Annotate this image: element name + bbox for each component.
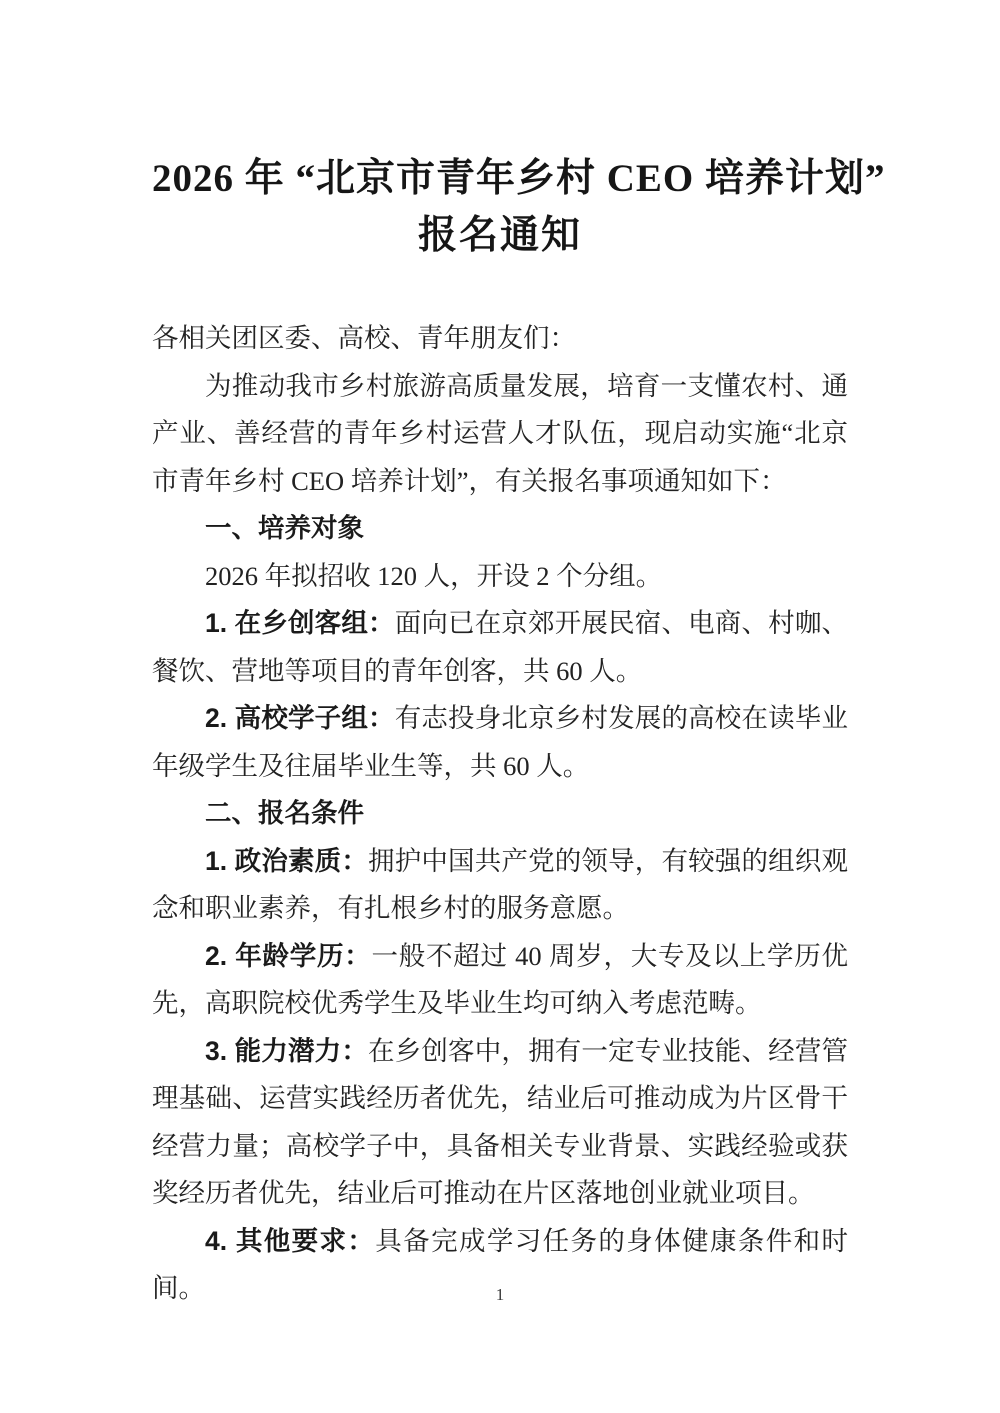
group-2-text: 有志投身北京乡村发展的高校在读毕业年级学生及往届毕业生等，共 60 人。 (152, 703, 849, 781)
enrollment-paragraph: 2026 年拟招收 120 人，开设 2 个分组。 (205, 560, 663, 591)
page-number: 1 (495, 1285, 505, 1304)
document-content (152, 150, 886, 1313)
group-1-text: 面向已在京郊开展民宿、电商、村咖、餐饮、营地等项目的青年创客，共 60 人。 (152, 608, 849, 686)
condition-3-text: 在乡创客中，拥有一定专业技能、经营管理基础、运营实践经历者优先，结业后可推动成为片区骨干经营力量；高校学子中，具备相关专业背景、实践经验或获奖经历者优先，结业后可推动在片区落地创业就业项目。 (152, 1035, 848, 1208)
condition-1-label: 1. 政治素质： (205, 845, 369, 876)
document-title (152, 150, 886, 264)
condition-4-text: 具备完成学习任务的身体健康条件和时间。 (152, 1225, 849, 1303)
salutation: 各相关团区委、高校、青年朋友们： (152, 323, 576, 353)
condition-1-paragraph (152, 838, 848, 933)
section-heading-2: 二、报名条件 (205, 798, 364, 828)
title-line-1: 2026 年 “北京市青年乡村 CEO 培养计划” (152, 157, 886, 200)
intro-paragraph: 为推动我市乡村旅游高质量发展，培育一支懂农村、通产业、善经营的青年乡村运营人才队伍，现启动实施“北京市青年乡村 CEO 培养计划”，有关报名事项通知如下： (152, 370, 848, 496)
condition-2-paragraph (152, 933, 848, 1028)
condition-4-label: 4. 其他要求： (205, 1225, 376, 1256)
section-heading-1: 一、培养对象 (205, 513, 364, 543)
document-body (152, 315, 848, 1313)
group-2-label: 2. 高校学子组： (205, 703, 395, 733)
condition-3-paragraph (152, 1028, 848, 1218)
page-footer (0, 1283, 1000, 1307)
condition-3-label: 3. 能力潜力： (205, 1035, 369, 1066)
condition-2-text: 一般不超过 40 周岁，大专及以上学历优先，高职院校优秀学生及毕业生均可纳入考虑范畴。 (152, 940, 849, 1018)
title-line-2: 报名通知 (417, 214, 582, 257)
group-1-label: 1. 在乡创客组： (205, 608, 395, 638)
condition-1-text: 拥护中国共产党的领导，有较强的组织观念和职业素养，有扎根乡村的服务意愿。 (152, 845, 848, 923)
group-2-paragraph (152, 695, 848, 790)
condition-2-label: 2. 年龄学历： (205, 940, 372, 971)
group-1-paragraph (152, 600, 848, 695)
